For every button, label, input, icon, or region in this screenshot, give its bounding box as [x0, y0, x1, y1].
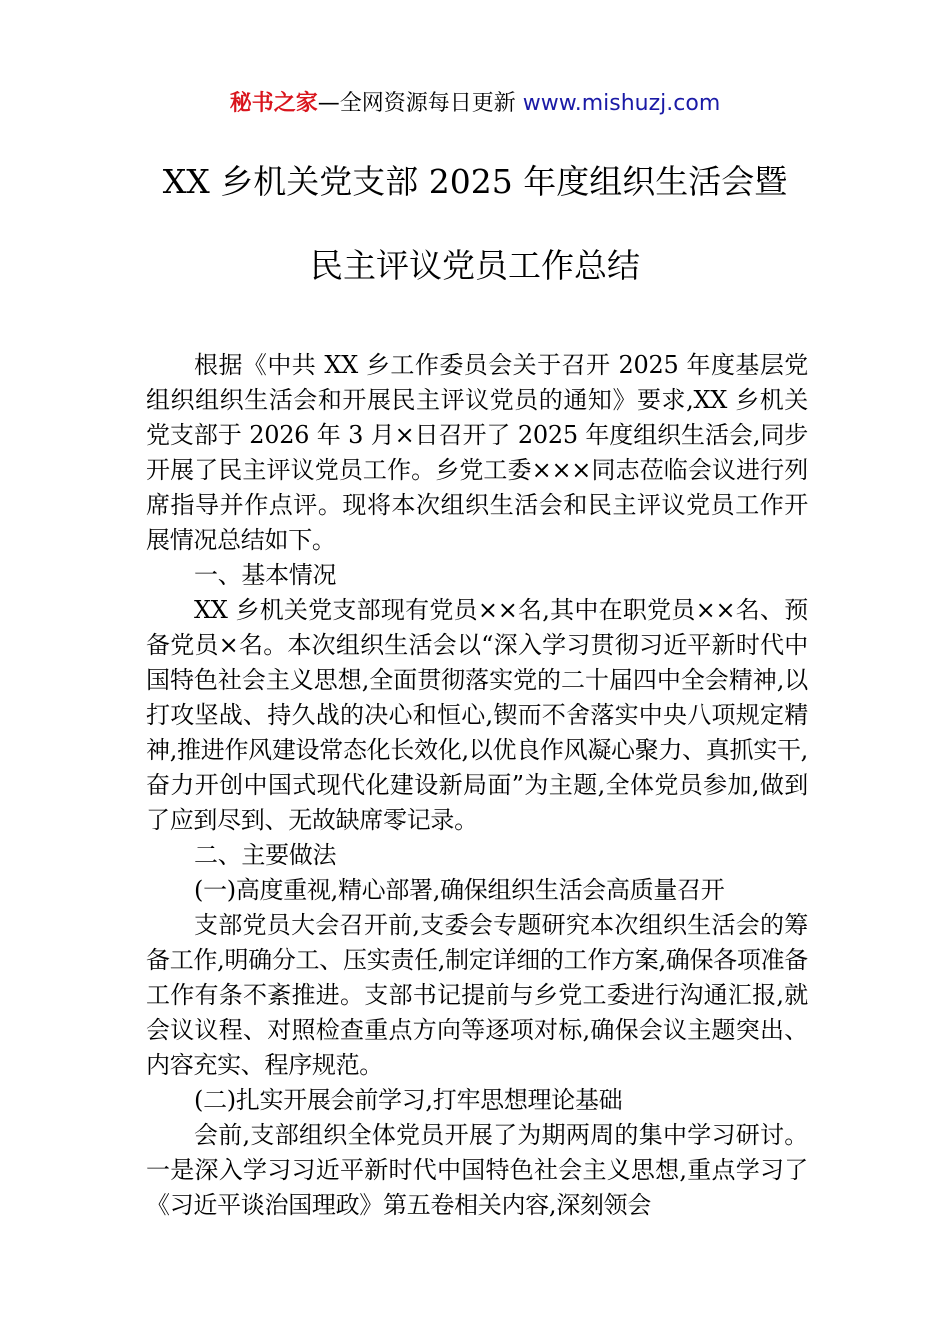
section-heading-main-practices: 二、主要做法	[194, 841, 337, 869]
title-line-1: XX 乡机关党支部 2025 年度组织生活会暨	[162, 162, 788, 201]
deployment-paragraph: 支部党员大会召开前,支委会专题研究本次组织生活会的筹备工作,明确分工、压实责任,制定详细的工作方案,确保各项准备工作有条不紊推进。支部书记提前与乡党工委进行沟通汇报,就会议议程、对照检查重点方向等逐项对标,确保会议主题突出、内容充实、程序规范。	[146, 911, 808, 1079]
pre-meeting-study-paragraph: 会前,支部组织全体党员开展了为期两周的集中学习研讨。一是深入学习习近平新时代中国特色社会主义思想,重点学习了《习近平谈治国理政》第五卷相关内容,深刻领会	[146, 1121, 808, 1219]
subheading-pre-meeting-study: (二)扎实开展会前学习,打牢思想理论基础	[194, 1086, 623, 1114]
title-line-2: 民主评议党员工作总结	[310, 246, 640, 285]
document-body	[146, 348, 808, 1223]
site-tagline: —全网资源每日更新	[317, 91, 516, 116]
site-header	[0, 88, 950, 120]
document-title	[0, 154, 950, 294]
subheading-deployment: (一)高度重视,精心部署,确保组织生活会高质量召开	[194, 876, 725, 904]
basic-situation-paragraph: XX 乡机关党支部现有党员××名,其中在职党员××名、预备党员×名。本次组织生活会以“深入学习贯彻习近平新时代中国特色社会主义思想,全面贯彻落实党的二十届四中全会精神,以打攻坚战、持久战的决心和恒心,锲而不舍落实中央八项规定精神,推进作风建设常态化长效化,以优良作风凝心聚力、真抓实干,奋力开创中国式现代化建设新局面”为主题,全体党员参加,做到了应到尽到、无故缺席零记录。	[146, 596, 808, 834]
section-heading-basic-situation: 一、基本情况	[194, 561, 337, 589]
brand-name: 秘书之家	[229, 91, 318, 116]
site-url-link[interactable]: www.mishuzj.com	[522, 91, 721, 116]
intro-paragraph: 根据《中共 XX 乡工作委员会关于召开 2025 年度基层党组织组织生活会和开展民主评议党员的通知》要求,XX 乡机关党支部于 2026 年 3 月×日召开了 2025 年度组织生活会,同步开展了民主评议党员工作。乡党工委×××同志莅临会议进行列席指导并作点评。现将本次组织生活会和民主评议党员工作开展情况总结如下。	[146, 351, 808, 554]
